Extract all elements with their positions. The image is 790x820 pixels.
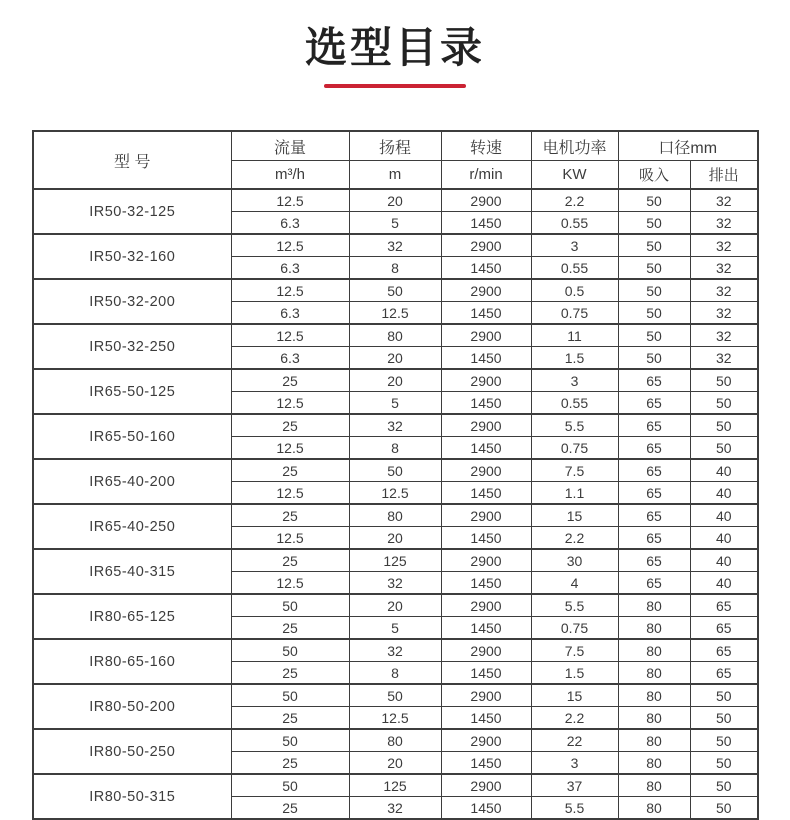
- data-cell: 2900: [441, 369, 531, 392]
- column-header-speed: 转速: [441, 131, 531, 161]
- data-cell: 50: [690, 437, 758, 460]
- data-cell: 2900: [441, 234, 531, 257]
- data-cell: 3: [531, 369, 618, 392]
- model-cell: IR50-32-125: [33, 189, 231, 234]
- column-header-discharge: 排出: [690, 161, 758, 190]
- data-cell: 32: [349, 639, 441, 662]
- table-row: [33, 729, 758, 752]
- page-title: 选型目录: [304, 24, 485, 71]
- data-cell: 6.3: [231, 302, 349, 325]
- data-cell: 50: [690, 369, 758, 392]
- data-cell: 6.3: [231, 347, 349, 370]
- data-cell: 50: [690, 774, 758, 797]
- data-cell: 65: [690, 662, 758, 685]
- selection-table: [32, 130, 759, 820]
- data-cell: 1450: [441, 707, 531, 730]
- data-cell: 1450: [441, 572, 531, 595]
- data-cell: 2900: [441, 504, 531, 527]
- data-cell: 40: [690, 504, 758, 527]
- data-cell: 12.5: [231, 189, 349, 212]
- data-cell: 32: [349, 234, 441, 257]
- data-cell: 1.5: [531, 347, 618, 370]
- data-cell: 65: [690, 594, 758, 617]
- table-row: [33, 369, 758, 392]
- data-cell: 1450: [441, 797, 531, 820]
- data-cell: 25: [231, 752, 349, 775]
- model-cell: IR50-32-160: [33, 234, 231, 279]
- data-cell: 80: [349, 504, 441, 527]
- data-cell: 65: [690, 639, 758, 662]
- data-cell: 80: [349, 324, 441, 347]
- column-header-head: 扬程: [349, 131, 441, 161]
- data-cell: 32: [690, 212, 758, 235]
- table-row: [33, 189, 758, 212]
- data-cell: 2900: [441, 639, 531, 662]
- data-cell: 3: [531, 234, 618, 257]
- model-cell: IR50-32-200: [33, 279, 231, 324]
- data-cell: 25: [231, 617, 349, 640]
- data-cell: 2900: [441, 684, 531, 707]
- data-cell: 50: [690, 392, 758, 415]
- data-cell: 50: [231, 594, 349, 617]
- data-cell: 12.5: [231, 527, 349, 550]
- data-cell: 65: [618, 392, 690, 415]
- data-cell: 30: [531, 549, 618, 572]
- data-cell: 50: [618, 234, 690, 257]
- data-cell: 65: [618, 414, 690, 437]
- data-cell: 40: [690, 549, 758, 572]
- data-cell: 80: [349, 729, 441, 752]
- data-cell: 65: [618, 527, 690, 550]
- data-cell: 1450: [441, 347, 531, 370]
- data-cell: 6.3: [231, 212, 349, 235]
- data-cell: 25: [231, 369, 349, 392]
- data-cell: 80: [618, 594, 690, 617]
- data-cell: 65: [618, 572, 690, 595]
- data-cell: 80: [618, 774, 690, 797]
- data-cell: 40: [690, 527, 758, 550]
- data-cell: 32: [690, 324, 758, 347]
- data-cell: 1.5: [531, 662, 618, 685]
- data-cell: 1450: [441, 527, 531, 550]
- table-row: [33, 774, 758, 797]
- data-cell: 1.1: [531, 482, 618, 505]
- table-row: [33, 594, 758, 617]
- data-cell: 1450: [441, 752, 531, 775]
- data-cell: 2900: [441, 774, 531, 797]
- data-cell: 5.5: [531, 414, 618, 437]
- data-cell: 22: [531, 729, 618, 752]
- data-cell: 1450: [441, 662, 531, 685]
- data-cell: 80: [618, 684, 690, 707]
- unit-head: m: [349, 161, 441, 190]
- data-cell: 12.5: [231, 234, 349, 257]
- data-cell: 2900: [441, 594, 531, 617]
- data-cell: 20: [349, 347, 441, 370]
- data-cell: 1450: [441, 482, 531, 505]
- data-cell: 5: [349, 212, 441, 235]
- data-cell: 32: [690, 234, 758, 257]
- data-cell: 11: [531, 324, 618, 347]
- data-cell: 5: [349, 617, 441, 640]
- data-cell: 50: [349, 459, 441, 482]
- data-cell: 12.5: [349, 707, 441, 730]
- table-row: [33, 549, 758, 572]
- column-header-power: 电机功率: [531, 131, 618, 161]
- unit-power: KW: [531, 161, 618, 190]
- data-cell: 12.5: [231, 482, 349, 505]
- data-cell: 32: [690, 189, 758, 212]
- data-cell: 25: [231, 414, 349, 437]
- data-cell: 25: [231, 707, 349, 730]
- data-cell: 8: [349, 437, 441, 460]
- data-cell: 12.5: [231, 437, 349, 460]
- model-cell: IR65-40-200: [33, 459, 231, 504]
- data-cell: 0.55: [531, 212, 618, 235]
- data-cell: 12.5: [231, 324, 349, 347]
- selection-table-body: [33, 189, 758, 819]
- data-cell: 50: [618, 324, 690, 347]
- data-cell: 80: [618, 662, 690, 685]
- data-cell: 5.5: [531, 797, 618, 820]
- data-cell: 0.75: [531, 302, 618, 325]
- data-cell: 1450: [441, 617, 531, 640]
- data-cell: 1450: [441, 302, 531, 325]
- title-divider: [324, 84, 466, 88]
- data-cell: 7.5: [531, 459, 618, 482]
- data-cell: 8: [349, 257, 441, 280]
- data-cell: 15: [531, 684, 618, 707]
- unit-speed: r/min: [441, 161, 531, 190]
- data-cell: 0.55: [531, 392, 618, 415]
- data-cell: 65: [618, 459, 690, 482]
- data-cell: 25: [231, 549, 349, 572]
- data-cell: 65: [618, 504, 690, 527]
- column-header-model: 型 号: [33, 131, 231, 189]
- data-cell: 32: [690, 279, 758, 302]
- data-cell: 3: [531, 752, 618, 775]
- data-cell: 80: [618, 729, 690, 752]
- data-cell: 80: [618, 752, 690, 775]
- data-cell: 50: [690, 684, 758, 707]
- data-cell: 1450: [441, 212, 531, 235]
- data-cell: 65: [618, 482, 690, 505]
- data-cell: 50: [231, 729, 349, 752]
- data-cell: 50: [349, 684, 441, 707]
- data-cell: 0.5: [531, 279, 618, 302]
- model-cell: IR80-50-200: [33, 684, 231, 729]
- data-cell: 0.75: [531, 437, 618, 460]
- data-cell: 7.5: [531, 639, 618, 662]
- data-cell: 125: [349, 774, 441, 797]
- table-row: [33, 234, 758, 257]
- data-cell: 2.2: [531, 189, 618, 212]
- data-cell: 65: [618, 549, 690, 572]
- model-cell: IR50-32-250: [33, 324, 231, 369]
- data-cell: 20: [349, 752, 441, 775]
- data-cell: 1450: [441, 257, 531, 280]
- data-cell: 32: [690, 302, 758, 325]
- table-row: [33, 459, 758, 482]
- data-cell: 2900: [441, 459, 531, 482]
- model-cell: IR65-50-160: [33, 414, 231, 459]
- data-cell: 8: [349, 662, 441, 685]
- table-row: [33, 639, 758, 662]
- unit-flow: m³/h: [231, 161, 349, 190]
- data-cell: 0.55: [531, 257, 618, 280]
- data-cell: 50: [231, 639, 349, 662]
- selection-table-container: [32, 130, 759, 820]
- data-cell: 50: [231, 774, 349, 797]
- table-row: [33, 279, 758, 302]
- data-cell: 80: [618, 797, 690, 820]
- data-cell: 32: [690, 257, 758, 280]
- data-cell: 15: [531, 504, 618, 527]
- model-cell: IR65-40-315: [33, 549, 231, 594]
- data-cell: 25: [231, 662, 349, 685]
- data-cell: 12.5: [231, 392, 349, 415]
- data-cell: 50: [618, 302, 690, 325]
- column-header-flow: 流量: [231, 131, 349, 161]
- data-cell: 50: [618, 212, 690, 235]
- data-cell: 37: [531, 774, 618, 797]
- data-cell: 2.2: [531, 527, 618, 550]
- data-cell: 2900: [441, 549, 531, 572]
- data-cell: 40: [690, 572, 758, 595]
- data-cell: 0.75: [531, 617, 618, 640]
- data-cell: 50: [690, 707, 758, 730]
- data-cell: 50: [618, 279, 690, 302]
- data-cell: 2900: [441, 729, 531, 752]
- data-cell: 2900: [441, 324, 531, 347]
- data-cell: 40: [690, 459, 758, 482]
- model-cell: IR65-40-250: [33, 504, 231, 549]
- model-cell: IR80-50-250: [33, 729, 231, 774]
- data-cell: 80: [618, 617, 690, 640]
- data-cell: 32: [690, 347, 758, 370]
- data-cell: 32: [349, 797, 441, 820]
- data-cell: 50: [690, 797, 758, 820]
- model-cell: IR80-50-315: [33, 774, 231, 819]
- data-cell: 65: [618, 369, 690, 392]
- data-cell: 1450: [441, 392, 531, 415]
- data-cell: 12.5: [231, 572, 349, 595]
- data-cell: 25: [231, 504, 349, 527]
- data-cell: 5: [349, 392, 441, 415]
- data-cell: 2900: [441, 414, 531, 437]
- model-cell: IR65-50-125: [33, 369, 231, 414]
- data-cell: 80: [618, 639, 690, 662]
- table-row: [33, 414, 758, 437]
- data-cell: 12.5: [231, 279, 349, 302]
- data-cell: 20: [349, 594, 441, 617]
- data-cell: 65: [690, 617, 758, 640]
- data-cell: 50: [231, 684, 349, 707]
- model-cell: IR80-65-160: [33, 639, 231, 684]
- data-cell: 12.5: [349, 482, 441, 505]
- data-cell: 2900: [441, 279, 531, 302]
- table-row: [33, 324, 758, 347]
- model-cell: IR80-65-125: [33, 594, 231, 639]
- data-cell: 32: [349, 414, 441, 437]
- data-cell: 65: [618, 437, 690, 460]
- data-cell: 25: [231, 459, 349, 482]
- table-row: [33, 504, 758, 527]
- column-header-suction: 吸入: [618, 161, 690, 190]
- data-cell: 50: [618, 189, 690, 212]
- table-row: [33, 684, 758, 707]
- data-cell: 5.5: [531, 594, 618, 617]
- data-cell: 125: [349, 549, 441, 572]
- data-cell: 4: [531, 572, 618, 595]
- data-cell: 50: [349, 279, 441, 302]
- data-cell: 25: [231, 797, 349, 820]
- data-cell: 6.3: [231, 257, 349, 280]
- data-cell: 50: [618, 257, 690, 280]
- data-cell: 50: [690, 414, 758, 437]
- data-cell: 2900: [441, 189, 531, 212]
- data-cell: 50: [690, 729, 758, 752]
- column-header-diameter: 口径mm: [618, 131, 758, 161]
- data-cell: 12.5: [349, 302, 441, 325]
- data-cell: 1450: [441, 437, 531, 460]
- data-cell: 2.2: [531, 707, 618, 730]
- data-cell: 50: [690, 752, 758, 775]
- data-cell: 32: [349, 572, 441, 595]
- data-cell: 80: [618, 707, 690, 730]
- data-cell: 50: [618, 347, 690, 370]
- data-cell: 40: [690, 482, 758, 505]
- data-cell: 20: [349, 369, 441, 392]
- data-cell: 20: [349, 527, 441, 550]
- data-cell: 20: [349, 189, 441, 212]
